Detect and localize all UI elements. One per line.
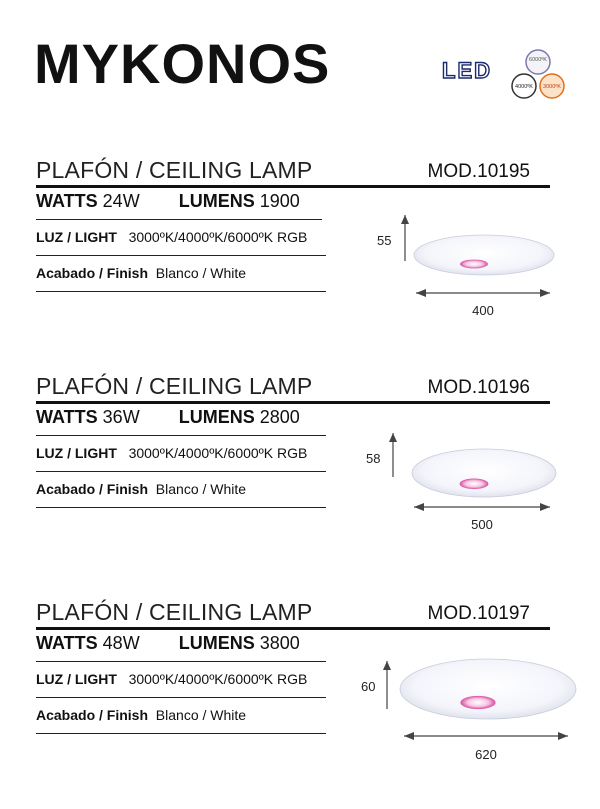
light-value: 3000ºK/4000ºK/6000ºK RGB [128, 445, 308, 461]
brand-title: MYKONOS [34, 32, 331, 95]
watts-label: WATTS [36, 407, 98, 427]
width-arrowhead-right [540, 289, 550, 297]
width-arrowhead-right [558, 732, 568, 740]
lamp-diagram [0, 157, 600, 367]
section-title: PLAFÓN / CEILING LAMP [36, 157, 313, 183]
diameter-value: 500 [471, 517, 493, 532]
lamp-diagram [0, 599, 600, 809]
finish-label: Acabado / Finish [36, 265, 149, 281]
finish-label: Acabado / Finish [36, 707, 149, 723]
product-section-10197 [0, 599, 600, 809]
section-title: PLAFÓN / CEILING LAMP [36, 599, 313, 625]
width-arrowhead-left [416, 289, 426, 297]
lumens-label: LUMENS [178, 407, 255, 427]
lumens-value: 1900 [259, 191, 300, 211]
height-arrowhead [401, 215, 409, 224]
model-number: MOD.10197 [427, 603, 530, 624]
color-temperature-icon [508, 48, 568, 104]
light-label: LUZ / LIGHT [36, 445, 117, 461]
finish-value: Blanco / White [155, 481, 247, 497]
lamp-rgb-ring [460, 696, 495, 709]
width-arrowhead-left [404, 732, 414, 740]
lamp-diagram [0, 373, 600, 583]
lamp-body [412, 449, 556, 497]
product-section-10195 [0, 157, 600, 367]
led-logo [438, 48, 568, 104]
product-section-10196 [0, 373, 600, 583]
model-number: MOD.10196 [427, 377, 530, 398]
watts-value: 24W [102, 191, 140, 211]
height-value: 58 [366, 451, 381, 466]
watts-label: WATTS [36, 633, 98, 653]
temp-label-1: 6000ºK [529, 57, 547, 63]
led-label: LED [442, 58, 492, 83]
lumens-value: 2800 [259, 407, 300, 427]
section-title: PLAFÓN / CEILING LAMP [36, 373, 313, 399]
watts-value: 48W [102, 633, 140, 653]
finish-value: Blanco / White [155, 265, 247, 281]
lamp-rgb-ring [460, 260, 488, 269]
height-value: 60 [361, 679, 376, 694]
lumens-value: 3800 [259, 633, 300, 653]
watts-value: 36W [102, 407, 140, 427]
light-value: 3000ºK/4000ºK/6000ºK RGB [128, 671, 308, 687]
lumens-label: LUMENS [178, 191, 255, 211]
lamp-rgb-ring [460, 479, 489, 490]
finish-label: Acabado / Finish [36, 481, 149, 497]
width-arrowhead-left [414, 503, 424, 511]
light-value: 3000ºK/4000ºK/6000ºK RGB [128, 229, 308, 245]
temp-label-2: 4000ºK [515, 84, 533, 90]
height-value: 55 [377, 233, 392, 248]
diameter-value: 400 [472, 303, 494, 318]
finish-value: Blanco / White [155, 707, 247, 723]
light-label: LUZ / LIGHT [36, 671, 117, 687]
height-arrowhead [389, 433, 397, 442]
lamp-body [400, 659, 576, 719]
lamp-body [414, 235, 554, 275]
width-arrowhead-right [540, 503, 550, 511]
diameter-value: 620 [475, 747, 497, 762]
lumens-label: LUMENS [178, 633, 255, 653]
height-arrowhead [383, 661, 391, 670]
watts-label: WATTS [36, 191, 98, 211]
temp-label-3: 3000ºK [543, 84, 561, 90]
light-label: LUZ / LIGHT [36, 229, 117, 245]
model-number: MOD.10195 [427, 161, 530, 182]
